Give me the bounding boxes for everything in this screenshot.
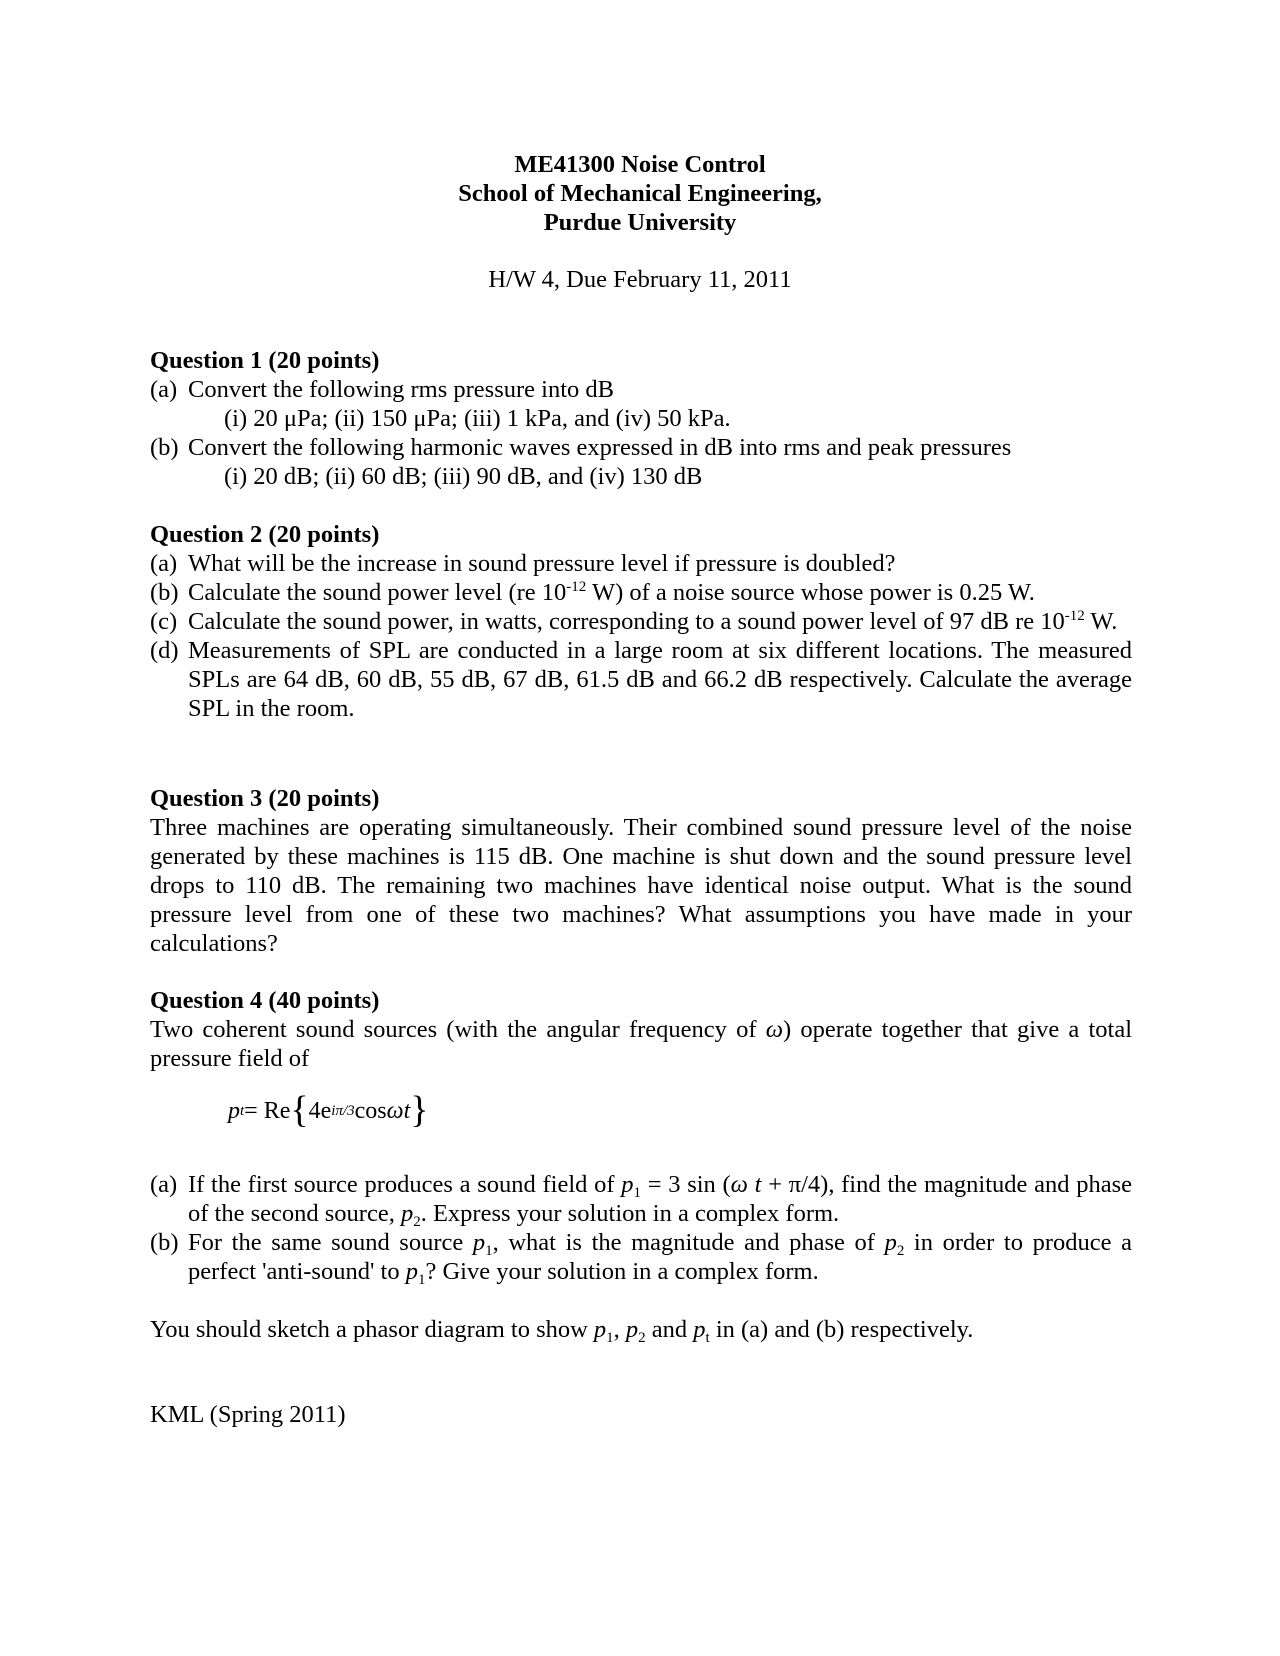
item-label: (b) — [150, 1229, 179, 1256]
item-label: (a) — [150, 376, 178, 403]
symbol-p: p — [884, 1229, 897, 1256]
question-2-title: Question 2 (20 points) — [150, 521, 380, 548]
item-label: (c) — [150, 608, 178, 635]
subscript: 2 — [896, 1243, 905, 1259]
question-3-title: Question 3 (20 points) — [150, 785, 380, 812]
exponent: -12 — [566, 579, 587, 595]
text-run: For the same sound source — [188, 1229, 473, 1256]
question-4-intro — [150, 1015, 1132, 1073]
text-run: = 3 sin ( — [640, 1171, 731, 1198]
university-name: Purdue University — [543, 209, 737, 236]
text-run: Two coherent sound sources (with the angular frequency of — [150, 1016, 766, 1043]
item-text: Convert the following harmonic waves expressed in dB into rms and peak pressures — [188, 434, 1012, 461]
text-run: and — [645, 1316, 694, 1343]
text-run: W) of a noise source whose power is 0.25 W. — [586, 579, 1035, 606]
text-run: You should sketch a phasor diagram to show — [150, 1316, 594, 1343]
question-4 — [150, 986, 1132, 1073]
item-label: (d) — [150, 637, 179, 664]
item-text — [188, 607, 1132, 636]
equation-argument: ωt — [386, 1097, 411, 1124]
close-brace: } — [410, 1089, 429, 1131]
item-text: What will be the increase in sound pressure level if pressure is doubled? — [188, 550, 896, 577]
text-run: . Express your solution in a complex form. — [420, 1200, 840, 1227]
question-1a-values: (i) 20 μPa; (ii) 150 μPa; (iii) 1 kPa, and (iv) 50 kPa. — [224, 405, 731, 432]
item-text: Measurements of SPL are conducted in a large room at six different locations. The measured SPLs are 64 dB, 60 dB, 55 dB, 67 dB, 61.5 dB and 66.2 dB respectively. Calculate the average SPL in the room. — [188, 637, 1132, 722]
symbol-p: p — [625, 1316, 639, 1343]
open-brace: { — [290, 1089, 309, 1131]
item-label: (b) — [150, 434, 179, 461]
symbol-p: p — [405, 1258, 418, 1285]
question-2 — [150, 520, 1132, 723]
question-1b — [150, 433, 1132, 462]
question-4-parts — [150, 1170, 1132, 1286]
question-4a — [150, 1170, 1132, 1228]
text-run: If the first source produces a sound field of — [188, 1171, 622, 1198]
text-run: in order to produce a perfect 'anti-sound' to — [188, 1229, 1132, 1285]
equation-cos: cos — [354, 1097, 387, 1124]
question-2d — [150, 636, 1132, 723]
question-3 — [150, 784, 1132, 958]
symbol-p: p — [593, 1316, 607, 1343]
text-run: W. — [1084, 608, 1118, 635]
item-label: (a) — [150, 1171, 178, 1198]
equation-coefficient: 4e — [308, 1097, 332, 1124]
subscript: 1 — [417, 1272, 426, 1288]
course-title: ME41300 Noise Control — [514, 151, 766, 178]
question-1-title: Question 1 (20 points) — [150, 347, 380, 374]
subscript: 2 — [413, 1214, 421, 1230]
signature: KML (Spring 2011) — [150, 1401, 346, 1428]
subscript: 2 — [638, 1330, 646, 1346]
text-run: ? Give your solution in a complex form. — [425, 1258, 819, 1285]
exponent: -12 — [1064, 608, 1085, 624]
subscript: 1 — [485, 1243, 493, 1259]
phasor-instruction — [150, 1315, 1132, 1344]
question-2a — [150, 549, 1132, 578]
pressure-equation: p t = Re { 4e iπ/3 cos ωt } — [228, 1089, 429, 1131]
question-2c — [150, 607, 1132, 636]
item-text — [188, 1228, 1132, 1286]
omega-symbol: ω — [765, 1016, 784, 1043]
item-text — [188, 1170, 1132, 1228]
question-1b-values: (i) 20 dB; (ii) 60 dB; (iii) 90 dB, and (iv) 130 dB — [224, 463, 703, 490]
subscript: t — [705, 1330, 710, 1346]
document-header — [0, 150, 1280, 237]
item-text — [188, 578, 1132, 607]
subscript: 1 — [606, 1330, 614, 1346]
symbol-p: p — [621, 1171, 634, 1198]
question-2b — [150, 578, 1132, 607]
question-4-title: Question 4 (40 points) — [150, 987, 380, 1014]
text-run: Calculate the sound power level (re 10 — [188, 579, 567, 606]
text-run: Calculate the sound power, in watts, corresponding to a sound power level of 97 dB re 10 — [188, 608, 1065, 635]
school-name: School of Mechanical Engineering, — [458, 180, 822, 207]
question-1a — [150, 375, 1132, 404]
text-run: , what is the magnitude and phase of — [492, 1229, 885, 1256]
text-run: ) operate together that give a total pressure field of — [150, 1016, 1132, 1072]
symbol-p: p — [472, 1229, 486, 1256]
text-run: in (a) and (b) respectively. — [709, 1316, 974, 1343]
item-text: Convert the following rms pressure into dB — [188, 376, 614, 403]
text-run: , — [613, 1316, 626, 1343]
subscript: 1 — [633, 1185, 641, 1201]
item-label: (a) — [150, 550, 178, 577]
equation-equals-re: = Re — [244, 1097, 291, 1124]
question-4b — [150, 1228, 1132, 1286]
symbol-p: p — [400, 1200, 414, 1227]
text-run: + π/4), find the magnitude and phase of the second source, — [188, 1171, 1132, 1227]
question-3-text: Three machines are operating simultaneously. Their combined sound pressure level of the noise generated by these machines is 115 dB. One machine is shut down and the sound pressure level drops to 110 dB. The remaining two machines have identical noise output. What is the sound pressure level from one of these two machines? What assumptions you have made in your calculations? — [150, 814, 1132, 957]
due-date: H/W 4, Due February 11, 2011 — [488, 266, 792, 293]
equation-lhs: p — [228, 1097, 240, 1124]
question-1 — [150, 346, 1132, 491]
item-label: (b) — [150, 579, 179, 606]
symbol-p: p — [693, 1316, 706, 1343]
symbol-omega-t: ω t — [730, 1171, 762, 1198]
